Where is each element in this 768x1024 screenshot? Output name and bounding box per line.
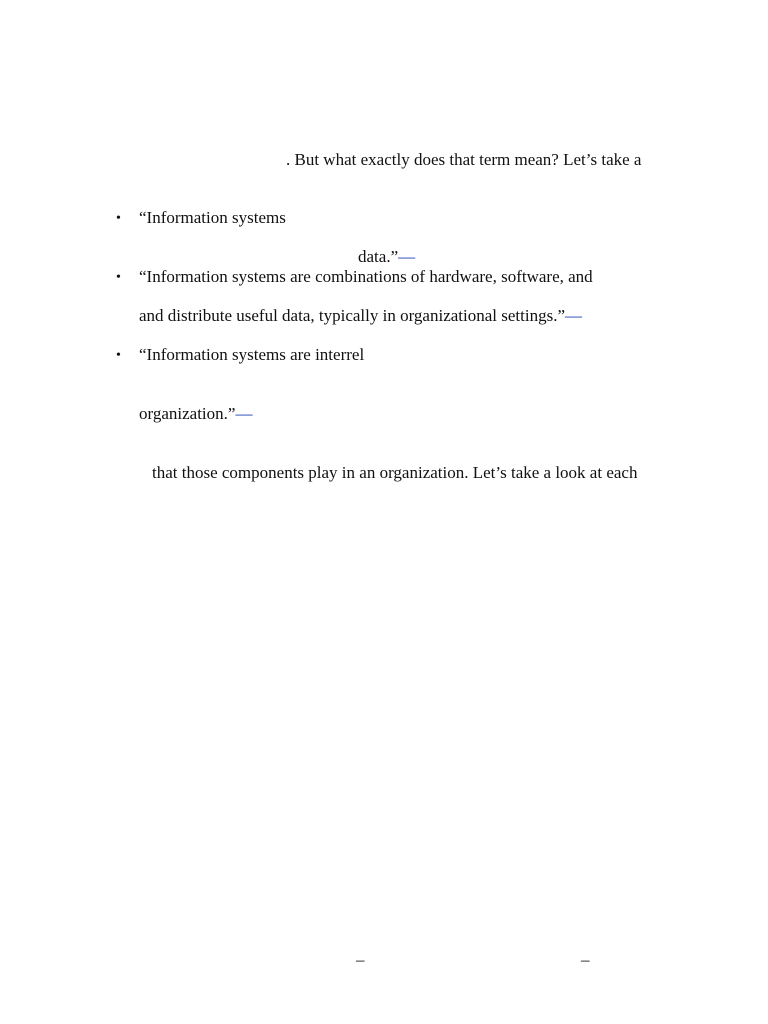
definition-3-line-1: “Information systems are interrel xyxy=(139,345,365,364)
definition-2-text-end: and distribute useful data, typically in organizational settings.” xyxy=(139,306,565,325)
intro-paragraph-line: . But what exactly does that term mean? Let’s take a xyxy=(286,150,642,169)
footer-left-dash: – xyxy=(356,950,365,969)
definition-3-line-2 xyxy=(139,404,252,424)
footer-right-dash: – xyxy=(581,950,590,969)
closing-paragraph-line: that those components play in an organization. Let’s take a look at each xyxy=(152,463,638,482)
definition-1-text-end: data.” xyxy=(358,247,399,266)
bullet-icon: • xyxy=(116,270,121,285)
citation-link[interactable]: — xyxy=(235,404,253,423)
definition-2-line-2 xyxy=(139,306,582,326)
citation-link[interactable]: — xyxy=(565,306,582,325)
bullet-icon: • xyxy=(116,348,121,363)
citation-link[interactable]: — xyxy=(398,247,416,266)
definition-1-line-1: “Information systems xyxy=(139,208,286,227)
definition-2-line-1: “Information systems are combinations of hardware, software, and xyxy=(139,267,593,286)
definition-3-text-end: organization.” xyxy=(139,404,236,423)
definition-1-line-2 xyxy=(358,247,415,267)
bullet-icon: • xyxy=(116,211,121,226)
